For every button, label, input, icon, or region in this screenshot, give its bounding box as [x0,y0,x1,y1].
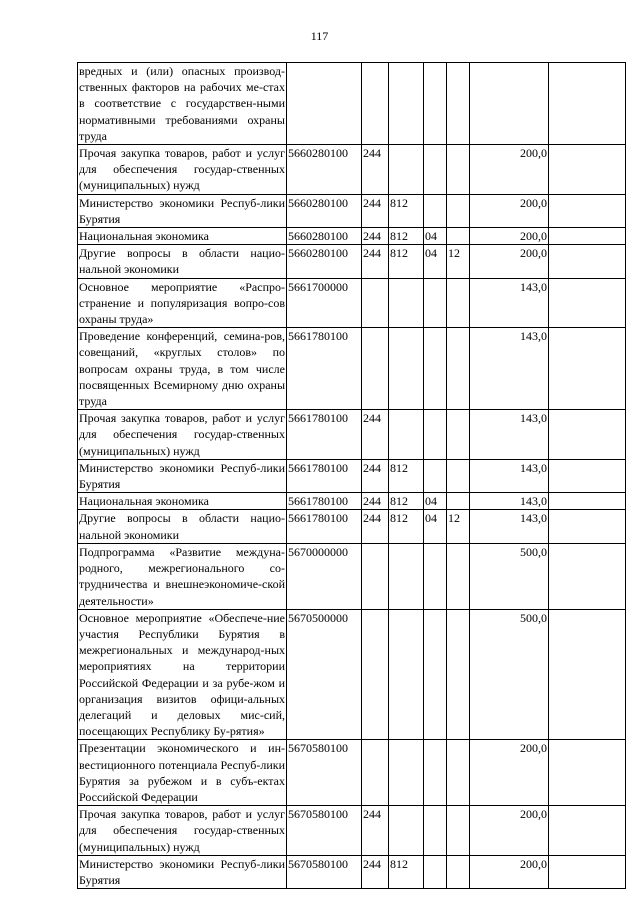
table-row [78,740,626,806]
csr-cell: 5660280100 [287,194,362,227]
name-cell: Министерство экономики Респуб-лики Бурятия [79,460,285,492]
sum-cell: 143,0 [470,410,549,460]
pr-cell [447,145,470,195]
name-cell: Другие вопросы в области нацио-нальной экономики [79,511,285,542]
table-row [78,245,626,278]
name-cell: Национальная экономика [78,228,287,245]
vr-cell: 244 [362,194,389,227]
sum-cell: 200,0 [470,740,549,806]
vr-cell: 244 [362,493,389,510]
rz-cell [424,63,447,145]
csr-cell: 5670580100 [287,740,362,806]
name-cell: вредных и (или) опасных производ-ственных факторов на рабочих ме-стах в соответствие с государствен-ными нормативными требованиями охраны труда [79,64,285,143]
grbs-cell: 812 [389,855,424,888]
grbs-cell: 812 [389,510,424,543]
name-cell: Прочая закупка товаров, работ и услуг для обеспечения государ-ственных (муниципальных) нужд [79,807,285,854]
vr-cell [362,278,389,328]
csr-cell: 5661780100 [287,410,362,460]
table-row [78,510,626,543]
extra-cell [549,194,626,227]
grbs-cell [389,410,424,460]
rz-cell: 04 [424,510,447,543]
extra-cell [549,145,626,195]
pr-cell [447,278,470,328]
csr-cell: 5670000000 [287,543,362,609]
vr-cell: 244 [362,855,389,888]
csr-cell: 5661700000 [287,278,362,328]
extra-cell [549,228,626,245]
table-row [78,194,626,227]
pr-cell [447,410,470,460]
csr-cell: 5670580100 [287,855,362,888]
sum-cell: 200,0 [470,855,549,888]
sum-cell: 200,0 [470,245,549,278]
vr-cell [362,63,389,145]
sum-cell: 200,0 [470,228,549,245]
table-row [78,855,626,888]
extra-cell [549,609,626,740]
name-cell: Проведение конференций, семина-ров, совещаний, «круглых столов» по вопросам охраны труда, в том числе посвященных Всемирному дню охраны труда [79,329,285,409]
table-row [78,609,626,740]
table-row [78,459,626,492]
table-row [78,806,626,856]
extra-cell [549,855,626,888]
extra-cell [549,245,626,278]
csr-cell: 5661780100 [287,510,362,543]
table-row [78,328,626,410]
vr-cell: 244 [362,410,389,460]
csr-cell: 5660280100 [287,145,362,195]
grbs-cell: 812 [389,459,424,492]
grbs-cell [389,806,424,856]
pr-cell [447,855,470,888]
vr-cell [362,609,389,740]
csr-cell: 5660280100 [287,228,362,245]
rz-cell [424,609,447,740]
name-cell: Основное мероприятие «Обеспече-ние участия Республики Бурятия в межрегиональных и международ-ных мероприятиях на территории Российской Федерации и за рубе-жом и организация визитов офици-альных делегаций и деловых мис-сий, посещающих Республику Бу-рятия» [79,610,285,739]
sum-cell: 143,0 [470,328,549,410]
name-cell: Прочая закупка товаров, работ и услуг для обеспечения государ-ственных (муниципальных) нужд [79,146,285,193]
sum-cell [470,63,549,145]
rz-cell [424,410,447,460]
csr-cell: 5670580100 [287,806,362,856]
name-cell: Национальная экономика [78,493,287,510]
rz-cell [424,740,447,806]
grbs-cell: 812 [389,245,424,278]
budget-table [77,62,626,889]
table-row [78,493,626,510]
table-row [78,543,626,609]
grbs-cell: 812 [389,228,424,245]
pr-cell: 12 [447,245,470,278]
name-cell: Основное мероприятие «Распро-странение и популяризация вопро-сов охраны труда» [79,279,285,327]
name-cell: Другие вопросы в области нацио-нальной экономики [79,246,285,277]
pr-cell [447,459,470,492]
grbs-cell: 812 [389,493,424,510]
csr-cell: 5661780100 [287,493,362,510]
table-row [78,410,626,460]
extra-cell [549,510,626,543]
grbs-cell [389,543,424,609]
grbs-cell [389,278,424,328]
name-cell: Презентации экономического и ин-вестиционного потенциала Респуб-лики Бурятия за рубежом и в субъ-ектах Российской Федерации [79,741,285,804]
pr-cell [447,63,470,145]
rz-cell [424,855,447,888]
table-row [78,278,626,328]
pr-cell [447,328,470,410]
sum-cell: 200,0 [470,194,549,227]
rz-cell [424,145,447,195]
name-cell: Прочая закупка товаров, работ и услуг для обеспечения государ-ственных (муниципальных) нужд [79,411,285,458]
extra-cell [549,543,626,609]
name-cell: Подпрограмма «Развитие междуна-родного, межрегионального со-трудничества и внешнеэкономиче-ской деятельности» [79,544,285,608]
sum-cell: 500,0 [470,543,549,609]
sum-cell: 143,0 [470,510,549,543]
csr-cell: 5670500000 [287,609,362,740]
pr-cell [447,543,470,609]
grbs-cell [389,328,424,410]
extra-cell [549,806,626,856]
rz-cell [424,459,447,492]
extra-cell [549,328,626,410]
csr-cell: 5661780100 [287,328,362,410]
grbs-cell: 812 [389,194,424,227]
name-cell: Министерство экономики Респуб-лики Бурятия [79,195,285,226]
csr-cell: 5660280100 [287,245,362,278]
extra-cell [549,459,626,492]
pr-cell [447,609,470,740]
name-cell: Министерство экономики Респуб-лики Бурятия [79,856,285,887]
vr-cell: 244 [362,245,389,278]
sum-cell: 143,0 [470,459,549,492]
csr-cell [287,63,362,145]
rz-cell [424,806,447,856]
rz-cell [424,194,447,227]
vr-cell [362,328,389,410]
rz-cell [424,328,447,410]
pr-cell [447,493,470,510]
grbs-cell [389,740,424,806]
rz-cell: 04 [424,228,447,245]
pr-cell [447,194,470,227]
pr-cell: 12 [447,510,470,543]
rz-cell [424,543,447,609]
rz-cell: 04 [424,245,447,278]
grbs-cell [389,63,424,145]
extra-cell [549,493,626,510]
vr-cell [362,543,389,609]
grbs-cell [389,145,424,195]
vr-cell: 244 [362,806,389,856]
pr-cell [447,228,470,245]
vr-cell [362,740,389,806]
vr-cell: 244 [362,228,389,245]
grbs-cell [389,609,424,740]
sum-cell: 200,0 [470,806,549,856]
pr-cell [447,740,470,806]
sum-cell: 500,0 [470,609,549,740]
vr-cell: 244 [362,145,389,195]
table-body [78,63,626,889]
extra-cell [549,278,626,328]
sum-cell: 143,0 [470,493,549,510]
sum-cell: 200,0 [470,145,549,195]
page-number: 117 [310,29,329,43]
table-row [78,145,626,195]
extra-cell [549,740,626,806]
extra-cell [549,410,626,460]
extra-cell [549,63,626,145]
sum-cell: 143,0 [470,278,549,328]
rz-cell [424,278,447,328]
vr-cell: 244 [362,510,389,543]
vr-cell: 244 [362,459,389,492]
rz-cell: 04 [424,493,447,510]
csr-cell: 5661780100 [287,459,362,492]
table-row [78,63,626,145]
table-row [78,228,626,245]
pr-cell [447,806,470,856]
